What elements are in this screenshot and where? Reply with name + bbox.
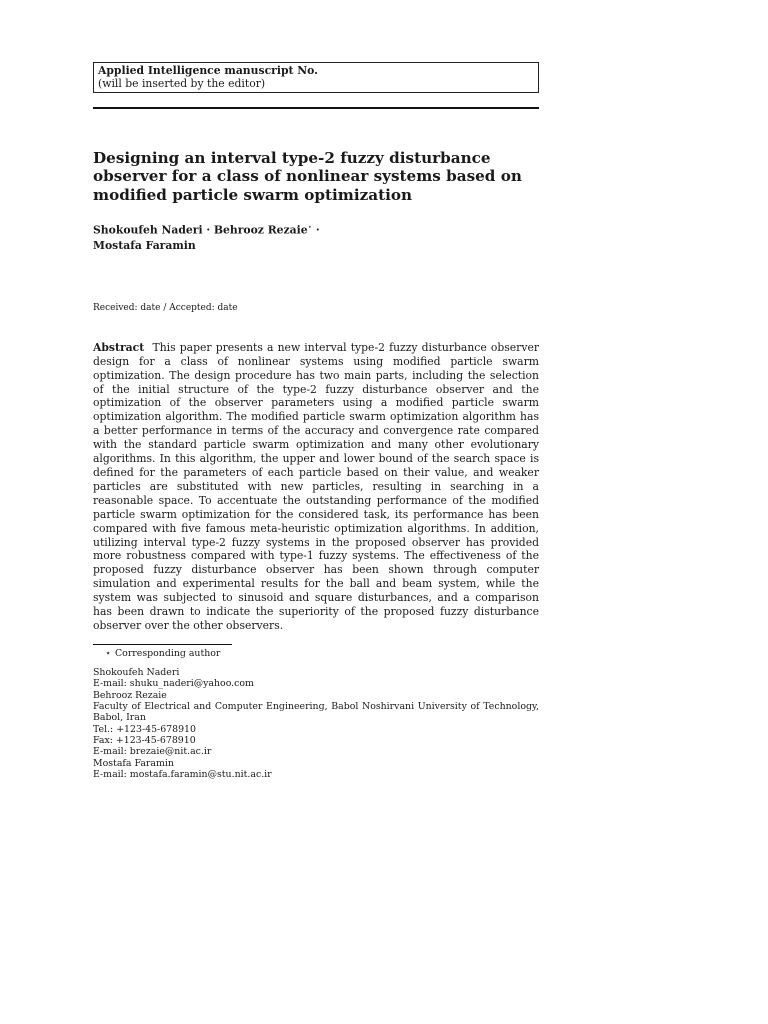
- contact-email: E-mail: brezaie@nit.ac.ir: [93, 746, 212, 758]
- contact-email: E-mail: shuku_naderi@yahoo.com: [93, 678, 254, 690]
- author-contact-info: [93, 667, 539, 780]
- footnote-text: Corresponding author: [115, 647, 221, 659]
- author-name: Mostafa Faramin: [93, 238, 196, 252]
- journal-name: Applied Intelligence manuscript No.: [98, 64, 318, 77]
- abstract-label: Abstract: [93, 340, 145, 354]
- contact-name: Mostafa Faramin: [93, 757, 174, 769]
- abstract: [93, 341, 539, 633]
- contact-tel: Tel.: +123-45-678910: [93, 723, 196, 735]
- footnote-rule: [93, 644, 232, 645]
- footnote-mark: ⋆: [105, 647, 111, 659]
- corresponding-author-mark: ⋆: [307, 223, 313, 232]
- contact-fax: Fax: +123-45-678910: [93, 734, 196, 746]
- abstract-text: This paper presents a new interval type-2 fuzzy disturbance observer design for a class of nonlinear systems using modified particle swarm optimization. The design procedure has two main parts, including the selection of the initial structure of the type-2 fuzzy disturbance observer and the optimization of the observer parameters using a modified particle swarm optimization algorithm. The modified particle swarm optimization algorithm has a better performance in terms of the accuracy and convergence rate compared with the standard particle swarm optimization and many other evolutionary algorithms. In this algorithm, the upper and lower bound of the search space is defined for the parameters of each particle based on their value, and weaker particles are substituted with new particles, resulting in searching in a reasonable space. To accentuate the outstanding performance of the modified particle swarm optimization for the considered task, its performance has been compared with five famous meta-heuristic optimization algorithms. In addition, utilizing interval type-2 fuzzy systems in the proposed observer has provided more robustness compared with type-1 fuzzy systems. The effectiveness of the proposed fuzzy disturbance observer has been shown through computer simulation and experimental results for the ball and beam system, while the system was subjected to sinusoid and square disturbances, and a comparison has been drawn to indicate the superiority of the proposed fuzzy disturbance observer over the other observers.: [93, 340, 539, 632]
- header-rule: [93, 107, 539, 109]
- received-date: Received: date / Accepted: date: [93, 302, 238, 313]
- author-list: [93, 220, 539, 253]
- editor-note: (will be inserted by the editor): [98, 77, 266, 90]
- author-separator: ·: [315, 223, 320, 237]
- contact-affiliation: Faculty of Electrical and Computer Engineering, Babol Noshirvani University of Technology, Babol, Iran: [93, 701, 539, 724]
- author-name: Behrooz Rezaie: [213, 223, 308, 237]
- contact-name: Behrooz Rezaie: [93, 689, 167, 701]
- paper-title: Designing an interval type-2 fuzzy disturbance observer for a class of nonlinear systems based on modified particle swarm optimization: [93, 149, 522, 204]
- author-name: Shokoufeh Naderi: [93, 223, 203, 237]
- footnote: [93, 648, 539, 659]
- journal-header-box: [93, 62, 539, 93]
- author-separator: ·: [206, 223, 211, 237]
- contact-name: Shokoufeh Naderi: [93, 667, 180, 679]
- paper-page: [93, 62, 539, 780]
- contact-email: E-mail: mostafa.faramin@stu.nit.ac.ir: [93, 768, 272, 780]
